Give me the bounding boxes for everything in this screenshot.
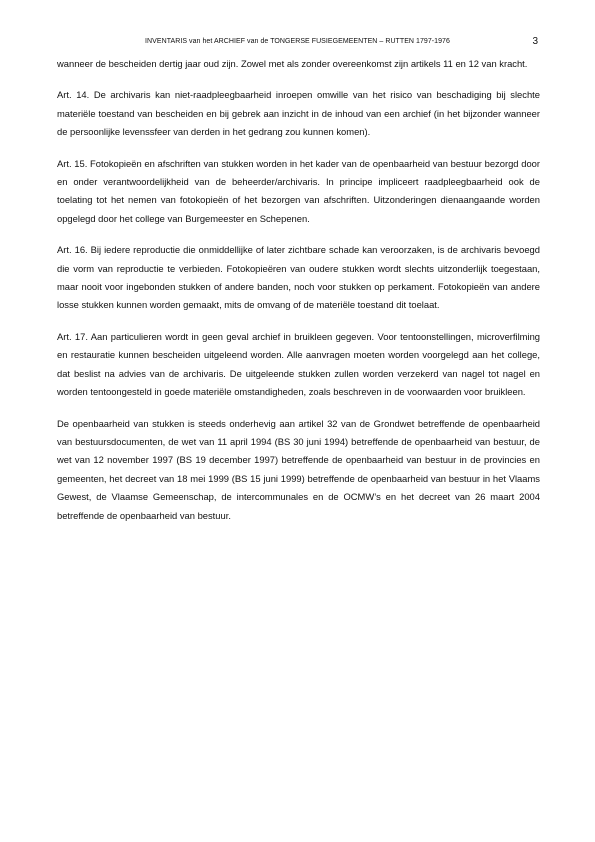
body-text [57, 55, 540, 538]
paragraph-art-14: Art. 14. De archivaris kan niet-raadpleegbaarheid inroepen omwille van het risico van beschadiging bij slechte materiële toestand van bescheiden en bij gebrek aan inzicht in de inhoud van een archief (in het bijzonder wanneer de persoonlijke levenssfeer van derden in het gedrang zou kunnen komen). [57, 89, 540, 138]
paragraph-art-17: Art. 17. Aan particulieren wordt in geen geval archief in bruikleen gegeven. Voor tentoonstellingen, microverfilming en restauratie kunnen bescheiden uitgeleend worden. Alle aanvragen moeten worden voorgelegd aan het college, dat beslist na advies van de archivaris. De uitgeleende stukken zullen worden verzekerd van nagel tot nagel en worden tentoongesteld in goede materiële omstandigheden, zoals beschreven in de voorwaarden voor bruikleen. [57, 330, 540, 398]
paragraph-art-16: Art. 16. Bij iedere reproductie die onmiddellijke of later zichtbare schade kan veroorzaken, is de archivaris bevoegd die vorm van reproductie te verbieden. Fotokopieëren van oudere stukken wordt slechts uitzonderlijk toegestaan, maar nooit voor ingebonden stukken of andere banden, noch voor stukken op perkament. Fotokopieën van andere losse stukken kunnen worden gemaakt, mits de omvang of de materiële toestand dit toelaat. [57, 244, 540, 311]
running-title: INVENTARIS van het ARCHIEF van de TONGERSE FUSIEGEMEENTEN – RUTTEN 1797-1976 [145, 38, 450, 45]
page-number: 3 [532, 36, 538, 47]
paragraph-art-15: Art. 15. Fotokopieën en afschriften van stukken worden in het kader van de openbaarheid van bestuur bezorgd door en onder verantwoordelijkheid van de beheerder/archivaris. In principe impliceert raadpleegbaarheid ook de toelating tot het nemen van fotokopieën of het bezorgen van afschriften. Uitzonderingen dienaangaande worden opgelegd door het college van Burgemeester en Schepenen. [57, 157, 540, 224]
paragraph-openbaarheid: De openbaarheid van stukken is steeds onderhevig aan artikel 32 van de Grondwet betreffende de openbaarheid van bestuursdocumenten, de wet van 11 april 1994 (BS 30 juni 1994) betreffende de openbaarheid van bestuur, de wet van 12 november 1997 (BS 19 december 1997) betreffende de openbaarheid van bestuur in de provincies en gemeenten, het decreet van 18 mei 1999 (BS 15 juni 1999) betreffende de openbaarheid van bestuur in het Vlaams Gewest, de Vlaamse Gemeenschap, de intercommunales en de OCMW’s en het decreet van 26 maart 2004 betreffende de openbaarheid van bestuur. [57, 417, 540, 521]
paragraph-continuation: wanneer de bescheiden dertig jaar oud zijn. Zowel met als zonder overeenkomst zijn artikels 11 en 12 van kracht. [57, 58, 528, 69]
running-header [57, 35, 538, 49]
